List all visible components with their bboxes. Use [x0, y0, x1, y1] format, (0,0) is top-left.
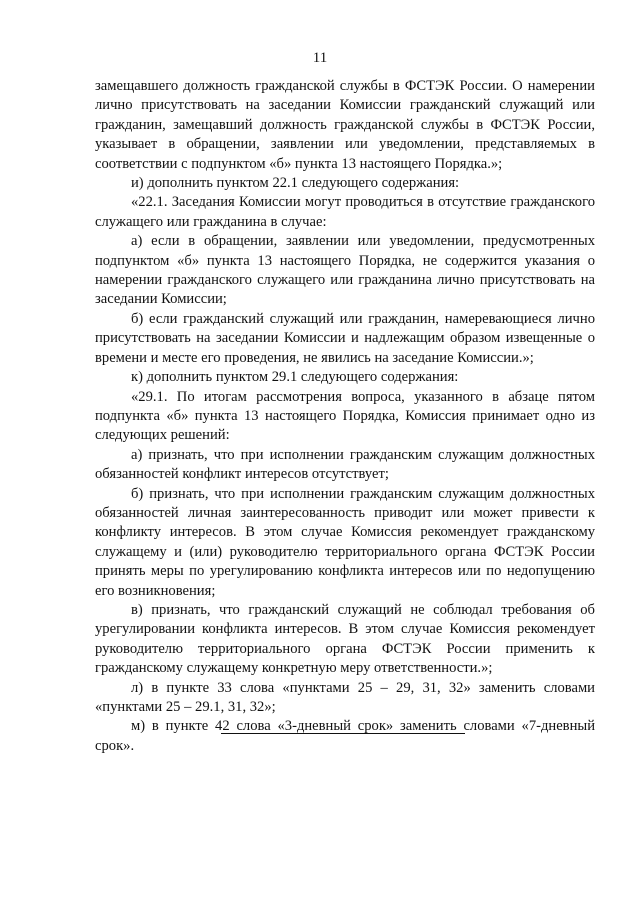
paragraph-22-1: «22.1. Заседания Комиссии могут проводиться в отсутствие гражданского служащего или гражданина в случае: [95, 194, 595, 230]
paragraph-item-l: л) в пункте 33 слова «пунктами 25 – 29, 31, 32» заменить словами «пунктами 25 – 29.1, 31, 32»; [95, 679, 595, 715]
paragraph-29-1-a: а) признать, что при исполнении гражданским служащим должностных обязанностей конфликт интересов отсутствует; [95, 446, 595, 483]
paragraph-item-i: и) дополнить пунктом 22.1 следующего содержания: [131, 175, 460, 192]
paragraph-29-1: «29.1. По итогам рассмотрения вопроса, указанного в абзаце пятом подпункта «б» пункта 13 настоящего Порядка, Комиссия принимает одно из следующих решений: [95, 388, 595, 444]
paragraph-item-k: к) дополнить пунктом 29.1 следующего содержания: [131, 369, 459, 386]
paragraph-22-1-b: б) если гражданский служащий или гражданин, намеревающиеся лично присутствовать на заседании Комиссии и надлежащим образом извещенные о времени и месте его проведения, не явились на заседание Комиссии.»; [95, 310, 595, 366]
end-divider [221, 733, 465, 734]
document-body [95, 77, 595, 756]
paragraph-29-1-v: в) признать, что гражданский служащий не соблюдал требования об урегулировании конфликта интересов. В этом случае Комиссия рекомендует руководителю территориального органа ФСТЭК России применить к гражданскому служащему конкретную меру ответственности.»; [95, 601, 595, 677]
page-number: 11 [312, 50, 328, 66]
paragraph-22-1-a: а) если в обращении, заявлении или уведомлении, предусмотренных подпунктом «б» пункта 13 настоящего Порядка, не содержится указания о намерении гражданского служащего или гражданина лично присутствовать на заседании Комиссии; [95, 233, 595, 308]
paragraph-29-1-b: б) признать, что при исполнении гражданским служащим должностных обязанностей личная заинтересованность приводит или может привести к конфликту интересов. В этом случае Комиссия рекомендует гражданскому служащему и (или) руководителю территориального органа ФСТЭК России принять меры по урегулированию конфликта интересов или по недопущению его возникновения; [95, 485, 595, 599]
paragraph-continuation: замещавшего должность гражданской службы в ФСТЭК России. О намерении лично присутствовать на заседании Комиссии гражданский служащий или гражданин, замещавший должность гражданской службы в ФСТЭК России, указывает в обращении, заявлении или уведомлении, представляемых в соответствии с подпунктом «б» пункта 13 настоящего Порядка.»; [95, 78, 595, 172]
paragraph-item-m: м) в пункте 42 слова «3-дневный срок» заменить словами «7-дневный срок». [95, 718, 595, 754]
